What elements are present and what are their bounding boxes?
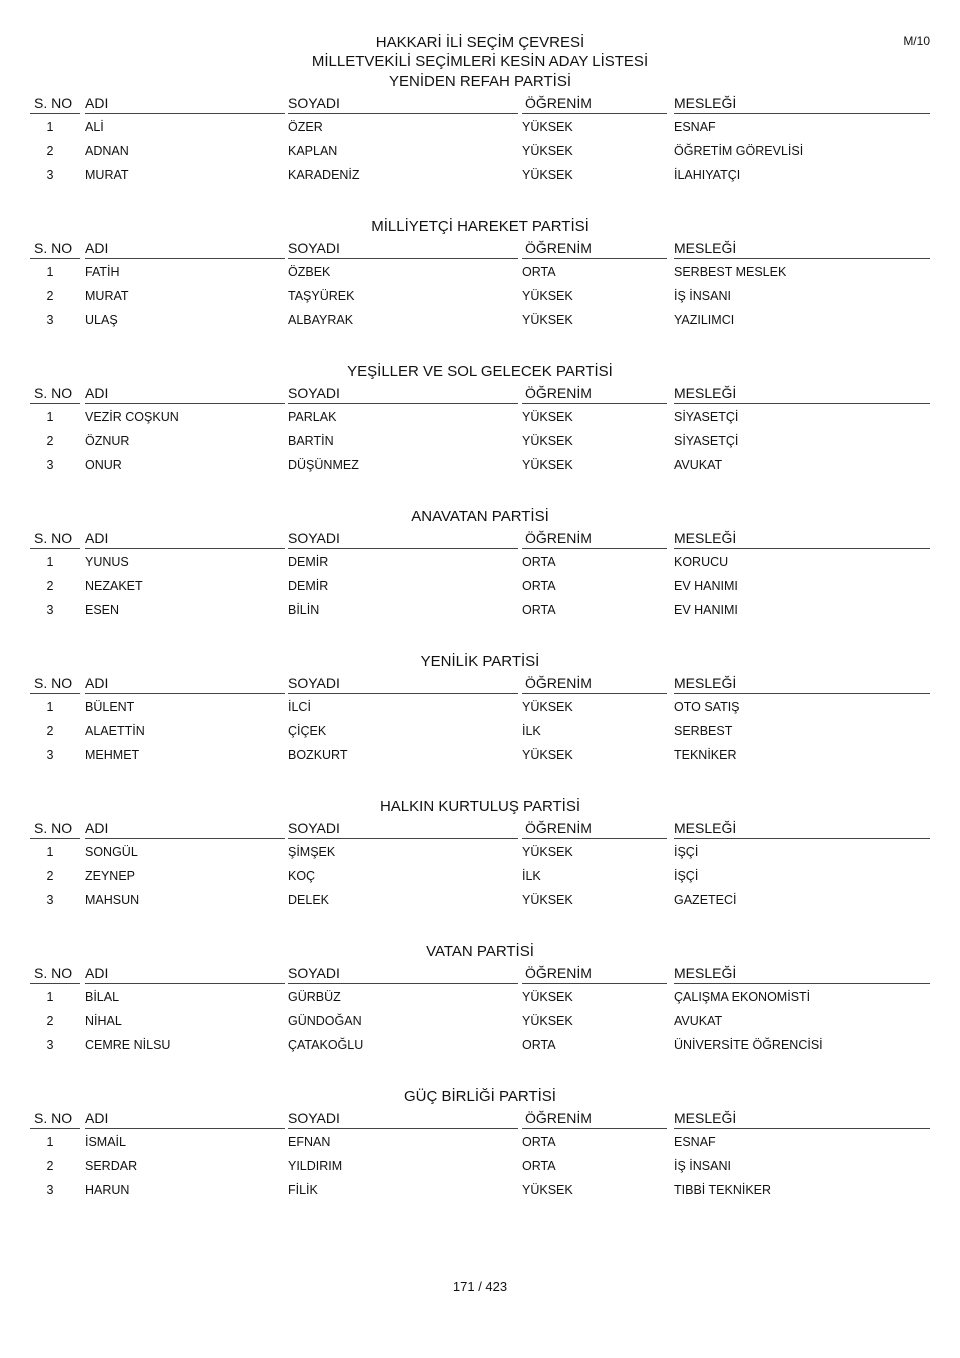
party-name: YEŞİLLER VE SOL GELECEK PARTİSİ — [347, 363, 613, 380]
column-header-soyadi: SOYADI — [288, 675, 340, 691]
column-header-row — [30, 93, 930, 115]
document-header — [0, 33, 960, 71]
header-underline — [30, 693, 80, 694]
column-header-no: S. NO — [34, 820, 73, 836]
candidate-education: YÜKSEK — [522, 1183, 573, 1197]
header-underline — [674, 693, 930, 694]
candidate-row — [30, 890, 930, 910]
candidate-first-name: ÖZNUR — [85, 434, 130, 448]
header-underline — [288, 983, 518, 984]
header-underline — [30, 1128, 80, 1129]
candidate-occupation: YAZILIMCI — [674, 313, 735, 327]
header-underline — [85, 548, 285, 549]
candidate-no: 1 — [46, 990, 54, 1004]
candidate-occupation: OTO SATIŞ — [674, 700, 740, 714]
party-section — [30, 1088, 930, 1212]
candidate-no: 2 — [46, 144, 54, 158]
candidate-row — [30, 431, 930, 451]
column-header-adi: ADI — [85, 385, 109, 401]
candidate-last-name: ÇİÇEK — [288, 724, 327, 738]
candidate-education: YÜKSEK — [522, 458, 573, 472]
candidate-education: YÜKSEK — [522, 168, 573, 182]
candidate-first-name: HARUN — [85, 1183, 130, 1197]
header-underline — [288, 838, 518, 839]
header-line-1: HAKKARİ İLİ SEÇİM ÇEVRESİ — [375, 34, 585, 51]
header-underline — [522, 693, 667, 694]
candidate-first-name: MURAT — [85, 168, 129, 182]
candidate-first-name: ULAŞ — [85, 313, 118, 327]
column-header-adi: ADI — [85, 95, 109, 111]
candidate-last-name: PARLAK — [288, 410, 337, 424]
candidate-last-name: ÖZER — [288, 120, 323, 134]
column-header-soyadi: SOYADI — [288, 820, 340, 836]
header-underline — [30, 548, 80, 549]
candidate-education: YÜKSEK — [522, 990, 573, 1004]
candidate-first-name: ALAETTİN — [85, 724, 145, 738]
candidate-row — [30, 310, 930, 330]
column-header-row — [30, 528, 930, 550]
candidate-occupation: SERBEST MESLEK — [674, 265, 787, 279]
column-header-ogrenim: ÖĞRENİM — [525, 95, 592, 111]
candidate-education: İLK — [522, 724, 541, 738]
candidate-row — [30, 1180, 930, 1200]
candidate-last-name: GÜNDOĞAN — [288, 1014, 362, 1028]
candidate-row — [30, 842, 930, 862]
candidate-last-name: EFNAN — [288, 1135, 331, 1149]
candidate-row — [30, 1132, 930, 1152]
candidate-education: ORTA — [522, 1038, 556, 1052]
candidate-education: YÜKSEK — [522, 120, 573, 134]
party-section — [30, 653, 930, 777]
column-header-adi: ADI — [85, 675, 109, 691]
candidate-occupation: ESNAF — [674, 1135, 716, 1149]
candidate-occupation: ESNAF — [674, 120, 716, 134]
candidate-no: 3 — [46, 168, 54, 182]
column-header-soyadi: SOYADI — [288, 530, 340, 546]
candidate-education: YÜKSEK — [522, 845, 573, 859]
candidate-row — [30, 600, 930, 620]
candidate-last-name: BARTİN — [288, 434, 334, 448]
candidate-row — [30, 286, 930, 306]
header-underline — [288, 258, 518, 259]
column-header-adi: ADI — [85, 820, 109, 836]
header-underline — [288, 693, 518, 694]
candidate-last-name: ÖZBEK — [288, 265, 331, 279]
column-header-ogrenim: ÖĞRENİM — [525, 530, 592, 546]
candidate-first-name: İSMAİL — [85, 1135, 126, 1149]
candidate-first-name: ESEN — [85, 603, 120, 617]
candidate-last-name: ALBAYRAK — [288, 313, 354, 327]
candidate-row — [30, 552, 930, 572]
column-header-no: S. NO — [34, 530, 73, 546]
candidate-row — [30, 262, 930, 282]
candidate-education: İLK — [522, 869, 541, 883]
candidate-occupation: SİYASETÇİ — [674, 410, 739, 424]
candidate-no: 3 — [46, 313, 54, 327]
column-header-ogrenim: ÖĞRENİM — [525, 1110, 592, 1126]
candidate-occupation: SİYASETÇİ — [674, 434, 739, 448]
header-underline — [288, 403, 518, 404]
column-header-no: S. NO — [34, 385, 73, 401]
candidate-first-name: YUNUS — [85, 555, 129, 569]
candidate-first-name: MAHSUN — [85, 893, 140, 907]
header-underline — [674, 983, 930, 984]
party-section — [30, 798, 930, 922]
column-header-no: S. NO — [34, 240, 73, 256]
party-name: YENİDEN REFAH PARTİSİ — [389, 73, 571, 90]
candidate-no: 3 — [46, 748, 54, 762]
column-header-adi: ADI — [85, 1110, 109, 1126]
party-name: HALKIN KURTULUŞ PARTİSİ — [379, 798, 581, 815]
column-header-row — [30, 1108, 930, 1130]
candidate-last-name: DÜŞÜNMEZ — [288, 458, 359, 472]
column-header-ogrenim: ÖĞRENİM — [525, 675, 592, 691]
header-underline — [522, 838, 667, 839]
column-header-ogrenim: ÖĞRENİM — [525, 385, 592, 401]
column-header-meslegi: MESLEĞİ — [674, 95, 737, 111]
column-header-soyadi: SOYADI — [288, 1110, 340, 1126]
candidate-no: 2 — [46, 869, 54, 883]
header-underline — [674, 548, 930, 549]
candidate-education: ORTA — [522, 265, 556, 279]
column-header-meslegi: MESLEĞİ — [674, 530, 737, 546]
column-header-meslegi: MESLEĞİ — [674, 675, 737, 691]
candidate-occupation: İŞ İNSANI — [674, 289, 731, 303]
header-underline — [30, 113, 80, 114]
candidate-last-name: FİLİK — [288, 1183, 318, 1197]
candidate-row — [30, 1156, 930, 1176]
column-header-row — [30, 383, 930, 405]
candidate-row — [30, 866, 930, 886]
candidate-row — [30, 1011, 930, 1031]
candidate-first-name: ADNAN — [85, 144, 129, 158]
header-underline — [30, 983, 80, 984]
party-name: GÜÇ BİRLİĞİ PARTİSİ — [404, 1088, 556, 1105]
candidate-row — [30, 721, 930, 741]
candidate-last-name: BİLİN — [288, 603, 320, 617]
party-section — [30, 218, 930, 342]
candidate-first-name: NİHAL — [85, 1014, 122, 1028]
header-underline — [674, 838, 930, 839]
header-underline — [30, 258, 80, 259]
candidate-first-name: NEZAKET — [85, 579, 143, 593]
column-header-meslegi: MESLEĞİ — [674, 1110, 737, 1126]
candidate-last-name: KARADENİZ — [288, 168, 360, 182]
header-underline — [674, 258, 930, 259]
candidate-no: 2 — [46, 434, 54, 448]
header-underline — [85, 258, 285, 259]
candidate-first-name: MURAT — [85, 289, 129, 303]
candidate-occupation: İŞÇİ — [674, 869, 699, 883]
party-name: YENİLİK PARTİSİ — [420, 653, 540, 670]
candidate-no: 3 — [46, 458, 54, 472]
candidate-row — [30, 745, 930, 765]
candidate-first-name: CEMRE NİLSU — [85, 1038, 171, 1052]
header-underline — [522, 113, 667, 114]
candidate-no: 3 — [46, 603, 54, 617]
candidate-row — [30, 407, 930, 427]
column-header-adi: ADI — [85, 965, 109, 981]
candidate-occupation: İLAHIYATÇI — [674, 168, 741, 182]
candidate-row — [30, 576, 930, 596]
candidate-no: 1 — [46, 265, 54, 279]
header-underline — [674, 403, 930, 404]
candidate-occupation: SERBEST — [674, 724, 733, 738]
candidate-occupation: AVUKAT — [674, 1014, 723, 1028]
column-header-ogrenim: ÖĞRENİM — [525, 965, 592, 981]
party-section — [30, 73, 930, 197]
column-header-soyadi: SOYADI — [288, 240, 340, 256]
candidate-no: 1 — [46, 845, 54, 859]
header-underline — [522, 1128, 667, 1129]
candidate-occupation: ÖĞRETİM GÖREVLİSİ — [674, 144, 804, 158]
candidate-occupation: İŞ İNSANI — [674, 1159, 731, 1173]
header-underline — [85, 983, 285, 984]
candidate-occupation: TIBBİ TEKNİKER — [674, 1183, 772, 1197]
header-underline — [30, 403, 80, 404]
column-header-row — [30, 238, 930, 260]
candidate-occupation: KORUCU — [674, 555, 729, 569]
candidate-education: ORTA — [522, 603, 556, 617]
header-underline — [30, 838, 80, 839]
column-header-adi: ADI — [85, 240, 109, 256]
candidate-no: 2 — [46, 289, 54, 303]
party-section — [30, 508, 930, 632]
candidate-occupation: EV HANIMI — [674, 603, 738, 617]
column-header-no: S. NO — [34, 965, 73, 981]
candidate-last-name: KOÇ — [288, 869, 316, 883]
candidate-first-name: ONUR — [85, 458, 122, 472]
page-number: 171 / 423 — [452, 1279, 508, 1294]
candidate-no: 1 — [46, 700, 54, 714]
page-code: M/10 — [903, 34, 930, 48]
header-underline — [85, 403, 285, 404]
candidate-first-name: BÜLENT — [85, 700, 135, 714]
candidate-last-name: DELEK — [288, 893, 329, 907]
candidate-first-name: MEHMET — [85, 748, 140, 762]
column-header-row — [30, 963, 930, 985]
party-name: ANAVATAN PARTİSİ — [411, 508, 549, 525]
candidate-row — [30, 455, 930, 475]
candidate-last-name: KAPLAN — [288, 144, 338, 158]
column-header-no: S. NO — [34, 1110, 73, 1126]
candidate-occupation: TEKNİKER — [674, 748, 737, 762]
candidate-no: 1 — [46, 120, 54, 134]
header-underline — [288, 113, 518, 114]
candidate-row — [30, 1035, 930, 1055]
column-header-no: S. NO — [34, 675, 73, 691]
candidate-occupation: EV HANIMI — [674, 579, 738, 593]
candidate-occupation: ÜNİVERSİTE ÖĞRENCİSİ — [674, 1038, 823, 1052]
column-header-row — [30, 818, 930, 840]
candidate-education: ORTA — [522, 555, 556, 569]
candidate-row — [30, 697, 930, 717]
column-header-ogrenim: ÖĞRENİM — [525, 820, 592, 836]
candidate-occupation: GAZETECİ — [674, 893, 737, 907]
candidate-education: YÜKSEK — [522, 144, 573, 158]
header-underline — [522, 548, 667, 549]
candidate-first-name: FATİH — [85, 265, 120, 279]
candidate-no: 2 — [46, 1159, 54, 1173]
column-header-no: S. NO — [34, 95, 73, 111]
column-header-meslegi: MESLEĞİ — [674, 965, 737, 981]
candidate-education: YÜKSEK — [522, 289, 573, 303]
candidate-education: YÜKSEK — [522, 748, 573, 762]
candidate-no: 2 — [46, 1014, 54, 1028]
candidate-first-name: BİLAL — [85, 990, 120, 1004]
candidate-no: 2 — [46, 579, 54, 593]
candidate-no: 3 — [46, 1183, 54, 1197]
header-underline — [85, 693, 285, 694]
candidate-last-name: ÇATAKOĞLU — [288, 1038, 364, 1052]
candidate-last-name: İLCİ — [288, 700, 311, 714]
header-underline — [85, 1128, 285, 1129]
column-header-ogrenim: ÖĞRENİM — [525, 240, 592, 256]
header-underline — [522, 983, 667, 984]
party-name: MİLLİYETÇİ HAREKET PARTİSİ — [371, 218, 589, 235]
party-section — [30, 943, 930, 1067]
candidate-row — [30, 141, 930, 161]
candidate-last-name: ŞİMŞEK — [288, 845, 336, 859]
candidate-education: YÜKSEK — [522, 700, 573, 714]
candidate-last-name: YILDIRIM — [288, 1159, 343, 1173]
candidate-first-name: SERDAR — [85, 1159, 138, 1173]
candidate-education: ORTA — [522, 579, 556, 593]
header-underline — [522, 403, 667, 404]
header-underline — [674, 113, 930, 114]
candidate-occupation: ÇALIŞMA EKONOMİSTİ — [674, 990, 811, 1004]
column-header-soyadi: SOYADI — [288, 95, 340, 111]
column-header-soyadi: SOYADI — [288, 965, 340, 981]
candidate-occupation: İŞÇİ — [674, 845, 699, 859]
candidate-education: YÜKSEK — [522, 410, 573, 424]
candidate-education: YÜKSEK — [522, 1014, 573, 1028]
header-underline — [522, 258, 667, 259]
candidate-last-name: GÜRBÜZ — [288, 990, 341, 1004]
candidate-no: 1 — [46, 1135, 54, 1149]
candidate-last-name: BOZKURT — [288, 748, 348, 762]
candidate-last-name: DEMİR — [288, 555, 329, 569]
header-underline — [288, 1128, 518, 1129]
header-underline — [674, 1128, 930, 1129]
party-name: VATAN PARTİSİ — [426, 943, 534, 960]
candidate-education: YÜKSEK — [522, 313, 573, 327]
candidate-no: 3 — [46, 1038, 54, 1052]
candidate-last-name: TAŞYÜREK — [288, 289, 355, 303]
column-header-adi: ADI — [85, 530, 109, 546]
header-underline — [288, 548, 518, 549]
candidate-no: 3 — [46, 893, 54, 907]
candidate-education: YÜKSEK — [522, 434, 573, 448]
column-header-meslegi: MESLEĞİ — [674, 240, 737, 256]
header-underline — [85, 838, 285, 839]
candidate-row — [30, 117, 930, 137]
candidate-first-name: SONGÜL — [85, 845, 138, 859]
header-line-2: MİLLETVEKİLİ SEÇİMLERİ KESİN ADAY LİSTESİ — [311, 53, 649, 70]
column-header-soyadi: SOYADI — [288, 385, 340, 401]
candidate-no: 2 — [46, 724, 54, 738]
candidate-education: ORTA — [522, 1135, 556, 1149]
candidate-occupation: AVUKAT — [674, 458, 723, 472]
candidate-no: 1 — [46, 410, 54, 424]
candidate-first-name: VEZİR COŞKUN — [85, 410, 179, 424]
header-underline — [85, 113, 285, 114]
candidate-education: ORTA — [522, 1159, 556, 1173]
party-section — [30, 363, 930, 487]
candidate-no: 1 — [46, 555, 54, 569]
candidate-first-name: ZEYNEP — [85, 869, 136, 883]
column-header-meslegi: MESLEĞİ — [674, 820, 737, 836]
candidate-last-name: DEMİR — [288, 579, 329, 593]
candidate-education: YÜKSEK — [522, 893, 573, 907]
candidate-row — [30, 987, 930, 1007]
candidate-first-name: ALİ — [85, 120, 104, 134]
column-header-row — [30, 673, 930, 695]
column-header-meslegi: MESLEĞİ — [674, 385, 737, 401]
candidate-row — [30, 165, 930, 185]
